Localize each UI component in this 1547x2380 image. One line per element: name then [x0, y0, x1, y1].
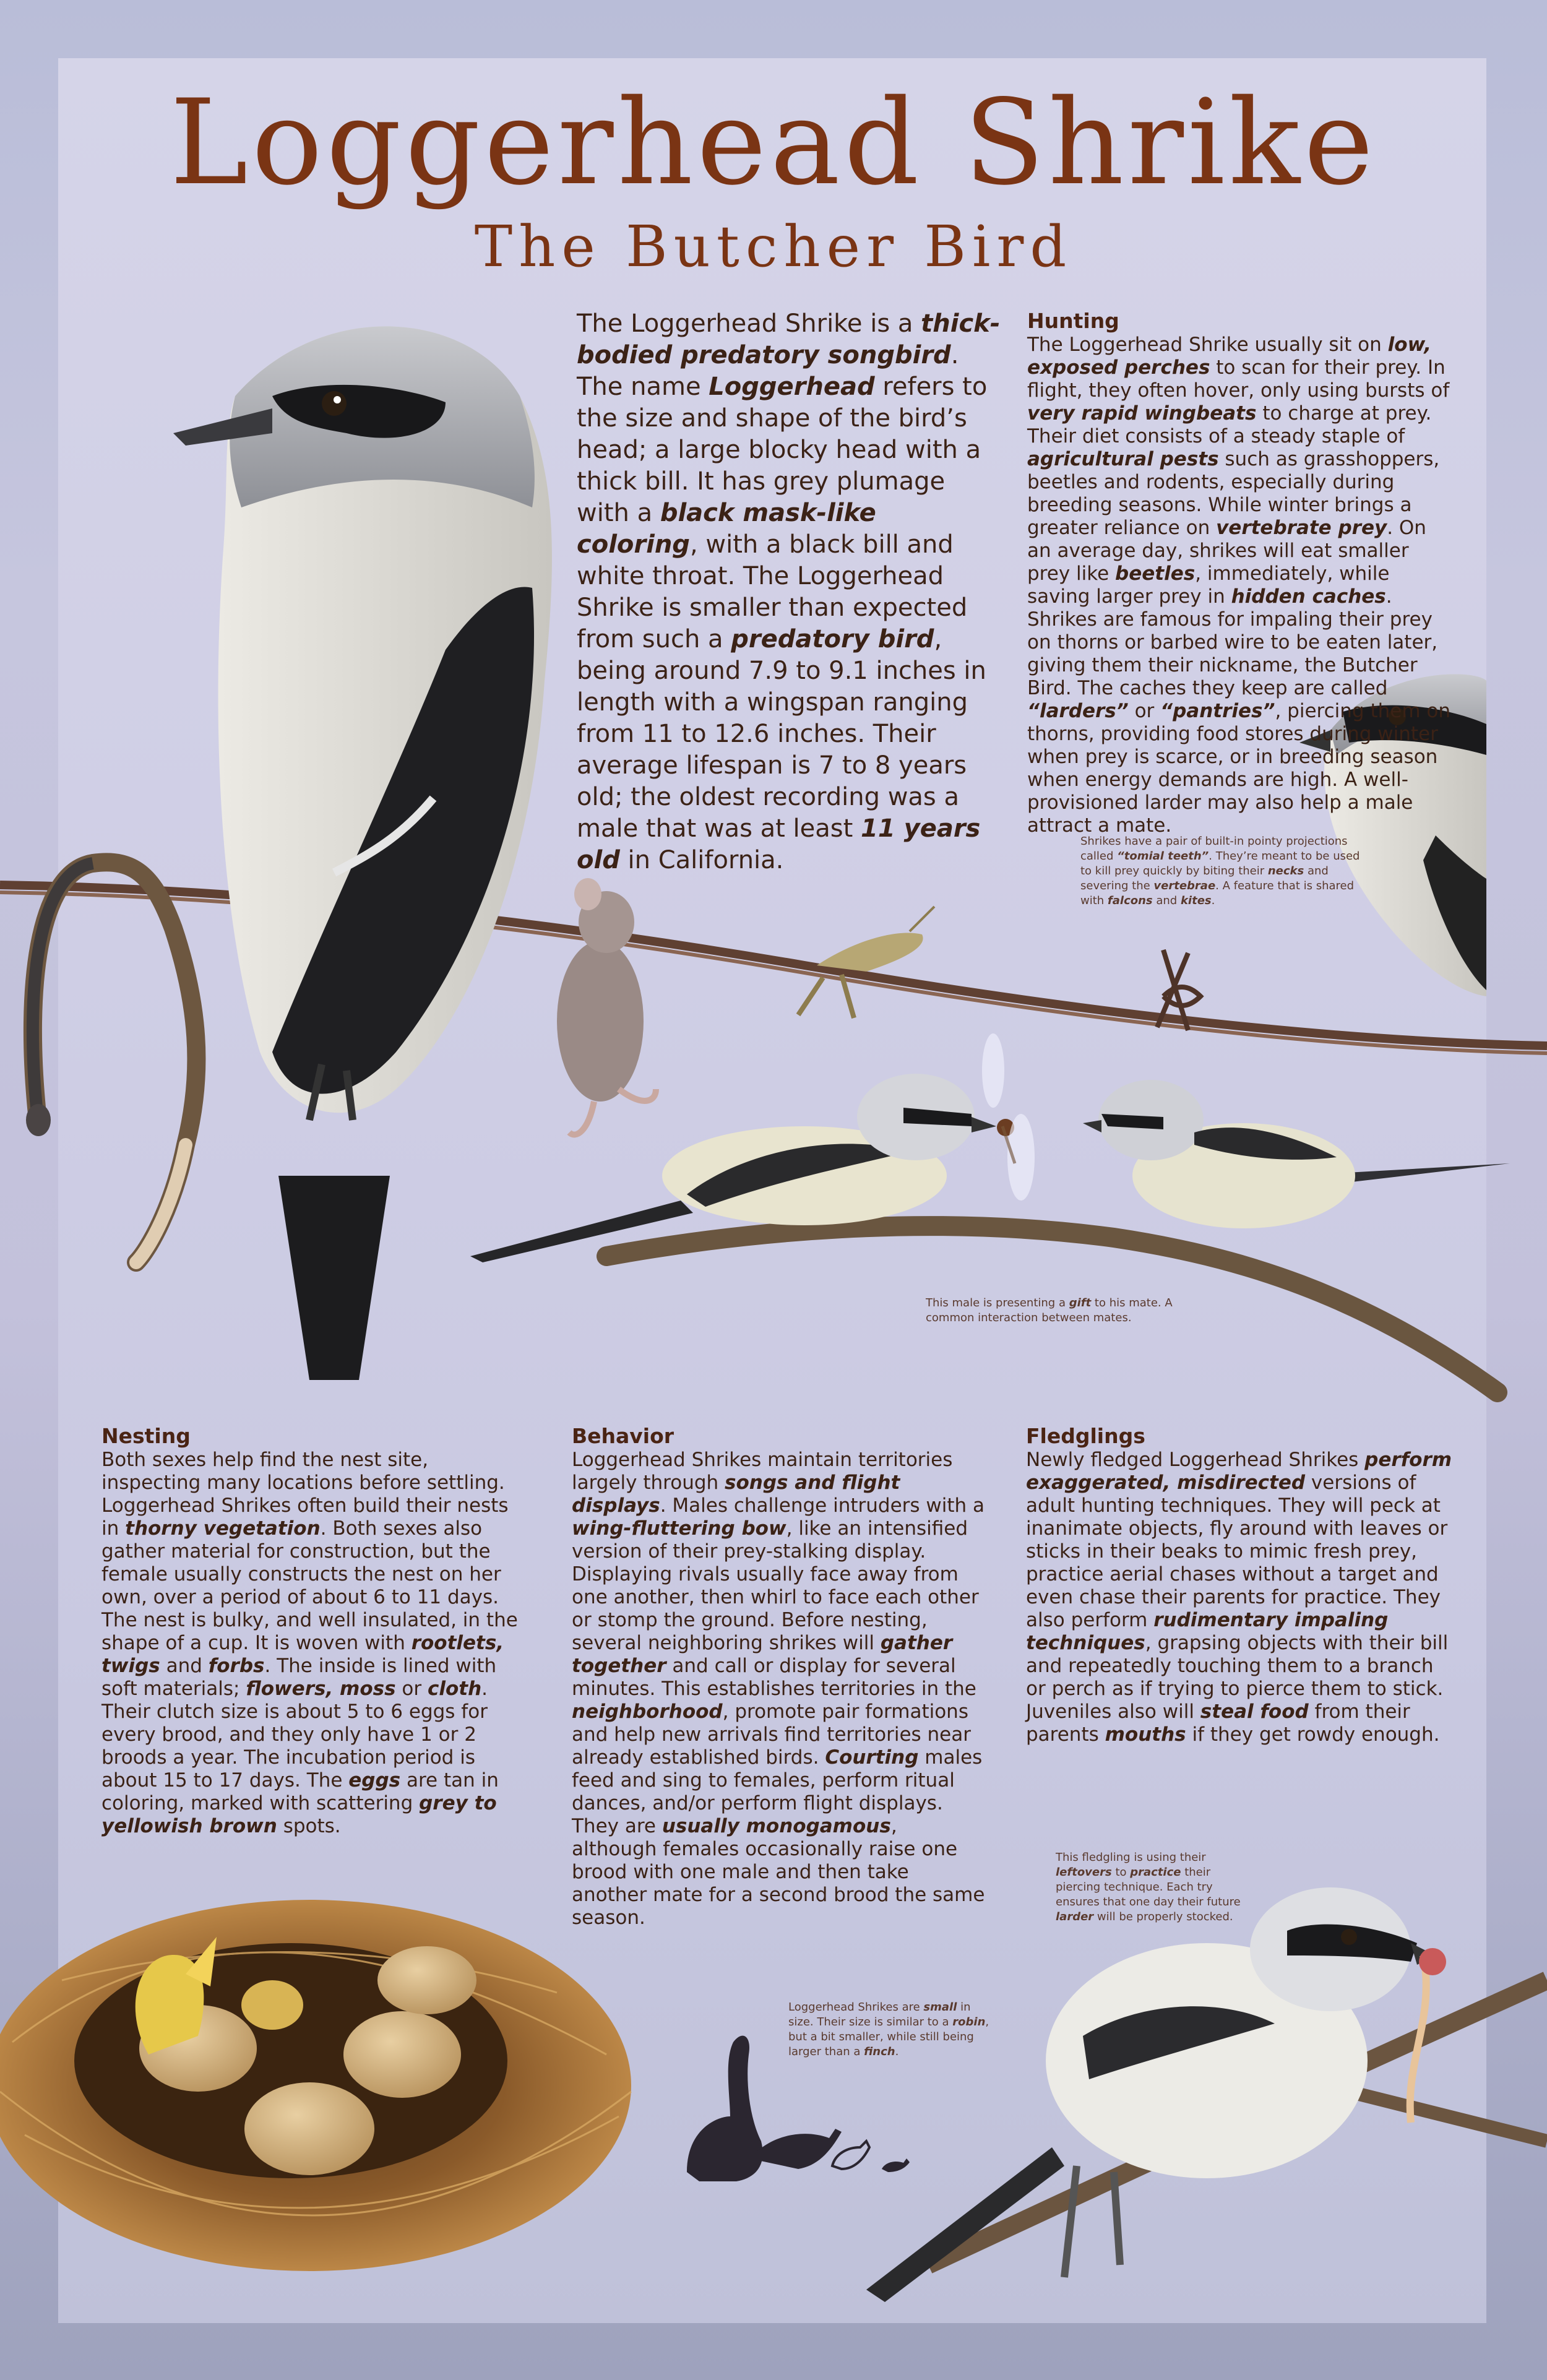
mouse-icon	[557, 878, 656, 1134]
fledglings-heading: Fledglings	[1026, 1424, 1145, 1448]
fledglings-section: Fledglings Newly fledged Loggerhead Shrikes perform exaggerated, misdirected versions of adult hunting techniques. They will peck at inanimate objects, fly around with leaves or sticks in their beaks to mimic fresh prey, practice aerial chases without a target and even chase their parents for practice. They also perform rudimentary impaling techniques, grapsing objects with their bill and repeatedly touching them to a branch or perch as if trying to pierce them to stick. Juveniles also will steal food from their parents mouths if they get rowdy enough.	[1026, 1424, 1452, 1746]
leftovers-caption: This fledgling is using their leftovers to practice their piercing technique. Each try ensures that one day their future larder will be properly stocked.	[1056, 1851, 1241, 1923]
intro-paragraph: The Loggerhead Shrike is a thick-bodied predatory songbird. The name Loggerhead refers to the size and shape of the bird’s head; a large blocky head with a thick bill. It has grey plumage with a black mask-like coloring, with a black bill and white throat. The Loggerhead Shrike is smaller than expected from such a predatory bird, being around 7.9 to 9.1 inches in length with a wingspan ranging from 11 to 12.6 inches. Their average lifespan is 7 to 8 years old; the oldest recording was a male that was at least 11 years old in California.	[577, 309, 1001, 874]
gift-caption: This male is presenting a gift to his mate. A common interaction between mates.	[926, 1296, 1173, 1324]
page-title: Loggerhead Shrike	[170, 74, 1377, 211]
tomial-teeth-caption: Shrikes have a pair of built-in pointy projections called “tomial teeth”. They’re meant to be used to kill prey quickly by biting their necks and severing the vertebrae. A feature that is shared with falcons and kites.	[1080, 835, 1360, 907]
behavior-heading: Behavior	[572, 1424, 674, 1448]
goose-silhouette-icon	[687, 2036, 763, 2181]
snake-icon	[26, 862, 196, 1262]
behavior-section: Behavior Loggerhead Shrikes maintain territories largely through songs and flight displays. Males challenge intruders with a wing-fluttering bow, like an intensified version of their prey-stalking display. Displaying rivals usually face away from one another, then whirl to face each other or stomp the ground. Before nesting, several neighboring shrikes will gather together and call or display for several minutes. This establishes territories in the neighborhood, promote pair formations and help new arrivals find territories near already established birds. Courting males feed and sing to females, perform ritual dances, and/or perform flight displays. They are usually monogamous, although females occasionally raise one brood with one male and then take another mate for a second brood the same season.	[572, 1425, 986, 1929]
grasshopper-icon	[798, 907, 934, 1018]
hunting-section: Hunting The Loggerhead Shrike usually sit on low, exposed perches to scan for their prey. In flight, they often hover, only using bursts of very rapid wingbeats to charge at prey. Their diet consists of a steady staple of agricultural pests such as grasshoppers, beetles and rodents, especially during breeding seasons. While winter brings a greater reliance on vertebrate prey. On an average day, shrikes will eat smaller prey like beetles, immediately, while saving larger prey in hidden caches. Shrikes are famous for impaling their prey on thorns or barbed wire to be eaten later, giving them their nickname, the Butcher Bird. The caches they keep are called “larders” or “pantries”, piercing them on thorns, providing food stores during winter when prey is scarce, or in breeding season when energy demands are high. A well-provisioned larder may also help a male attract a mate.	[1027, 309, 1454, 837]
finch-silhouette-icon	[882, 2158, 910, 2172]
shrike-perched-icon	[173, 326, 552, 1380]
fledgling-shrike-icon	[866, 1887, 1547, 2302]
nesting-section: Nesting Both sexes help find the nest site, inspecting many locations before settling. Loggerhead Shrikes often build their nests in thorny vegetation. Both sexes also gather material for construction, but the female usually constructs the nest on her own, over a period of about 6 to 11 days. The nest is bulky, and well insulated, in the shape of a cup. It is woven with rootlets, twigs and forbs. The inside is lined with soft materials; flowers, moss or cloth. Their clutch size is about 5 to 6 eggs for every brood, and they only have 1 or 2 broods a year. The incubation period is about 15 to 17 days. The eggs are tan in coloring, marked with scattering grey to yellowish brown spots.	[101, 1425, 528, 1838]
page-subtitle: The Butcher Bird	[474, 213, 1073, 280]
hunting-heading: Hunting	[1027, 309, 1119, 333]
size-caption: Loggerhead Shrikes are small in size. Their size is similar to a robin, but a bit smaller, while still being larger than a finch.	[788, 2001, 989, 2058]
nesting-heading: Nesting	[101, 1424, 191, 1448]
shrike-silhouette-icon	[832, 2141, 869, 2169]
dragonfly-icon	[982, 1033, 1035, 1201]
robin-silhouette-icon	[755, 2129, 842, 2169]
